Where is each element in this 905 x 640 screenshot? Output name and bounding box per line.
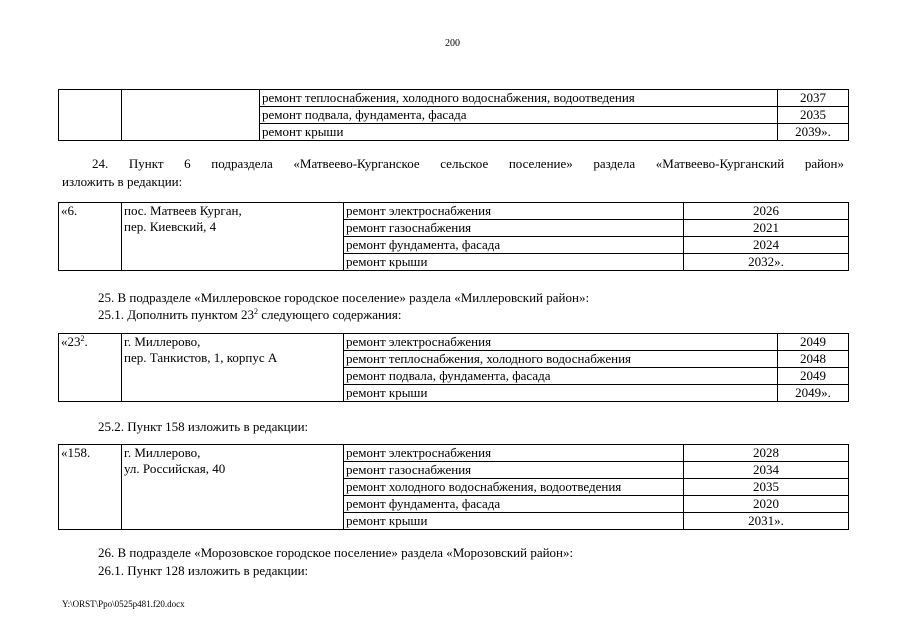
paragraph-26: 26. В подразделе «Морозовское городское поселение» раздела «Морозовский район»: <box>98 545 574 560</box>
paragraph-25-1 <box>98 306 401 323</box>
year-cell: 2028 <box>684 445 849 462</box>
year-cell: 2049 <box>778 334 849 351</box>
number-tail: . <box>84 334 88 349</box>
table-item-158 <box>58 444 849 530</box>
footer-file-path: Y:\ORST\Ppo\0525p481.f20.docx <box>62 599 185 609</box>
table-item-23-2 <box>58 333 849 402</box>
number-text: «23 <box>61 334 81 349</box>
work-cell: ремонт крыши <box>260 124 778 141</box>
year-cell: 2035 <box>684 479 849 496</box>
work-cell: ремонт теплоснабжения, холодного водоснабжения <box>344 351 778 368</box>
number-cell: «158. <box>59 445 122 530</box>
work-cell: ремонт электроснабжения <box>344 445 684 462</box>
year-cell: 2021 <box>684 220 849 237</box>
work-cell: ремонт электроснабжения <box>344 334 778 351</box>
work-cell: ремонт газоснабжения <box>344 220 684 237</box>
year-cell: 2049». <box>778 385 849 402</box>
paragraph-24-line2: изложить в редакции: <box>62 174 183 189</box>
paragraph-25-1-tail: следующего содержания: <box>257 307 402 322</box>
address-line-2: пер. Киевский, 4 <box>124 219 217 234</box>
table-item-6 <box>58 202 849 271</box>
year-cell: 2031». <box>684 513 849 530</box>
work-cell: ремонт крыши <box>344 385 778 402</box>
year-cell: 2020 <box>684 496 849 513</box>
address-cell <box>122 90 260 141</box>
superscript: 2 <box>253 307 258 316</box>
year-cell: 2049 <box>778 368 849 385</box>
year-cell: 2048 <box>778 351 849 368</box>
year-cell: 2024 <box>684 237 849 254</box>
work-cell: ремонт газоснабжения <box>344 462 684 479</box>
paragraph-25-2: 25.2. Пункт 158 изложить в редакции: <box>98 419 309 434</box>
work-cell: ремонт фундамента, фасада <box>344 237 684 254</box>
address-line-1: пос. Матвеев Курган, <box>124 203 242 218</box>
address-cell <box>122 203 344 271</box>
table-row <box>59 445 849 462</box>
year-cell: 2026 <box>684 203 849 220</box>
address-line-1: г. Миллерово, <box>124 445 201 460</box>
number-cell <box>59 90 122 141</box>
work-cell: ремонт электроснабжения <box>344 203 684 220</box>
number-cell: «6. <box>59 203 122 271</box>
table-continuation <box>58 89 849 141</box>
address-line-1: г. Миллерово, <box>124 334 201 349</box>
address-cell <box>122 334 344 402</box>
year-cell: 2035 <box>778 107 849 124</box>
year-cell: 2034 <box>684 462 849 479</box>
number-cell <box>59 334 122 402</box>
work-cell: ремонт подвала, фундамента, фасада <box>344 368 778 385</box>
work-cell: ремонт подвала, фундамента, фасада <box>260 107 778 124</box>
work-cell: ремонт крыши <box>344 254 684 271</box>
year-cell: 2037 <box>778 90 849 107</box>
address-line-2: ул. Российская, 40 <box>124 461 226 476</box>
address-cell <box>122 445 344 530</box>
work-cell: ремонт крыши <box>344 513 684 530</box>
page-number: 200 <box>445 38 460 49</box>
work-cell: ремонт теплоснабжения, холодного водоснабжения, водоотведения <box>260 90 778 107</box>
work-cell: ремонт фундамента, фасада <box>344 496 684 513</box>
year-cell: 2032». <box>684 254 849 271</box>
paragraph-26-1: 26.1. Пункт 128 изложить в редакции: <box>98 563 309 578</box>
table-row <box>59 334 849 351</box>
paragraph-25-1-text: 25.1. Дополнить пунктом 23 <box>98 307 254 322</box>
paragraph-24-line1: 24. Пункт 6 подраздела «Матвеево-Курганское сельское поселение» раздела «Матвеево-Курганский район» <box>92 156 844 171</box>
work-cell: ремонт холодного водоснабжения, водоотведения <box>344 479 684 496</box>
year-cell: 2039». <box>778 124 849 141</box>
address-line-2: пер. Танкистов, 1, корпус А <box>124 350 278 365</box>
table-row <box>59 90 849 107</box>
paragraph-25: 25. В подразделе «Миллеровское городское поселение» раздела «Миллеровский район»: <box>98 290 590 305</box>
superscript: 2 <box>80 334 85 343</box>
table-row <box>59 203 849 220</box>
